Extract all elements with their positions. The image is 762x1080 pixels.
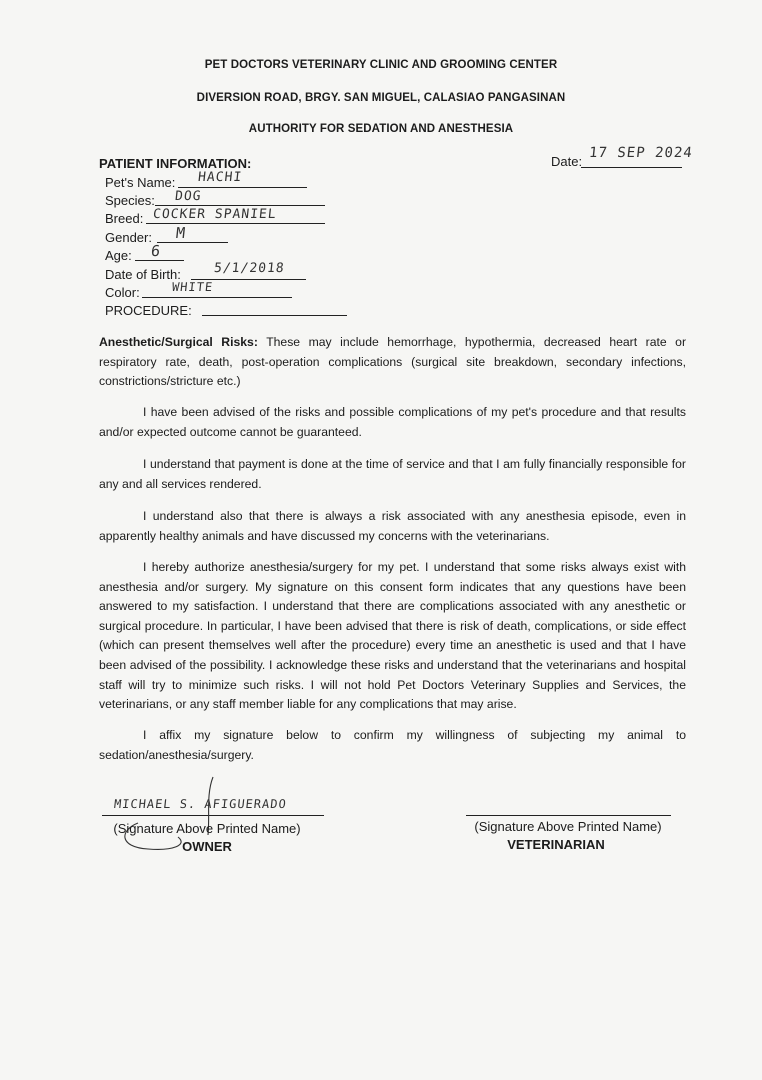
paragraph-affix-signature: I affix my signature below to confirm my willingness of subjecting my animal to sedation/anesthesia/surgery. (99, 728, 686, 762)
clinic-name: PET DOCTORS VETERINARY CLINIC AND GROOMING CENTER (204, 59, 558, 71)
paragraph-authorization: I hereby authorize anesthesia/surgery for my pet. I understand that some risks always exist with anesthesia and/or surgery. My signature on this consent form indicates that any questions have been answered to my satisfaction. I understand that there are complications associated with any anesthetic or surgical procedure. In particular, I have been advised that there is risk of death, complications, or side effect (which can present themselves well after the procedure) every time an anesthetic is used and that I have been advised of the possibility. I acknowledge these risks and understand that the veterinarians and hospital staff will try to minimize such risks. I will not hold Pet Doctors Veterinary Supplies and Services, the veterinarians, or any staff member liable for any complications that may arise. (99, 560, 686, 712)
species-label: Species: (105, 193, 155, 208)
breed-line (146, 223, 325, 224)
color-label: Color: (105, 285, 140, 300)
procedure-label: PROCEDURE: (105, 303, 192, 318)
date-label: Date: (551, 154, 583, 169)
gender-line (157, 242, 228, 243)
pet-name-label: Pet's Name: (105, 175, 176, 190)
paragraph-anesthesia-risk: I understand also that there is always a risk associated with any anesthesia episode, even in apparently healthy animals and have discussed my concerns with the veterinarians. (99, 509, 686, 543)
risks-paragraph (99, 333, 686, 392)
age-line (135, 260, 184, 261)
paragraph-risks-advised: I have been advised of the risks and possible complications of my pet's procedure and that results and/or expected outcome cannot be guaranteed. (99, 405, 686, 439)
patient-info-title: PATIENT INFORMATION: (99, 156, 252, 171)
owner-caption: (Signature Above Printed Name) (113, 821, 301, 836)
pet-name-line (178, 187, 307, 188)
breed-label: Breed: (105, 211, 144, 226)
vet-role: VETERINARIAN (507, 837, 605, 852)
date-value: 17 SEP 2024 (588, 145, 694, 161)
color-line (142, 297, 292, 298)
color-value: WHITE (171, 280, 214, 294)
age-value: 6 (150, 242, 162, 260)
gender-label: Gender: (105, 230, 152, 245)
risks-text: These may include hemorrhage, hypothermia, decreased heart rate or respiratory rate, death, post-operation complications (surgical site breakdown, secondary infections, constrictions/stricture etc.) (99, 335, 687, 389)
risks-label: Anesthetic/Surgical Risks: (99, 335, 258, 349)
form-title: AUTHORITY FOR SEDATION AND ANESTHESIA (248, 123, 514, 135)
species-value: DOG (174, 189, 203, 204)
clinic-address: DIVERSION ROAD, BRGY. SAN MIGUEL, CALASIAO PANGASINAN (196, 92, 566, 104)
pet-name-value: HACHI (197, 170, 243, 185)
dob-value: 5/1/2018 (213, 261, 286, 276)
age-label: Age: (105, 248, 132, 263)
date-line (581, 167, 682, 168)
paragraph-payment: I understand that payment is done at the time of service and that I am fully financially responsible for any and all services rendered. (99, 457, 686, 491)
owner-signature: MICHAEL S. AFIGUERADO (113, 797, 288, 811)
owner-role: OWNER (182, 839, 232, 854)
vet-caption: (Signature Above Printed Name) (474, 819, 662, 834)
dob-label: Date of Birth: (105, 267, 181, 282)
vet-signature-line (466, 815, 671, 816)
species-line (155, 205, 325, 206)
breed-value: COCKER SPANIEL (152, 207, 278, 222)
procedure-line (202, 315, 347, 316)
gender-value: M (175, 224, 187, 242)
